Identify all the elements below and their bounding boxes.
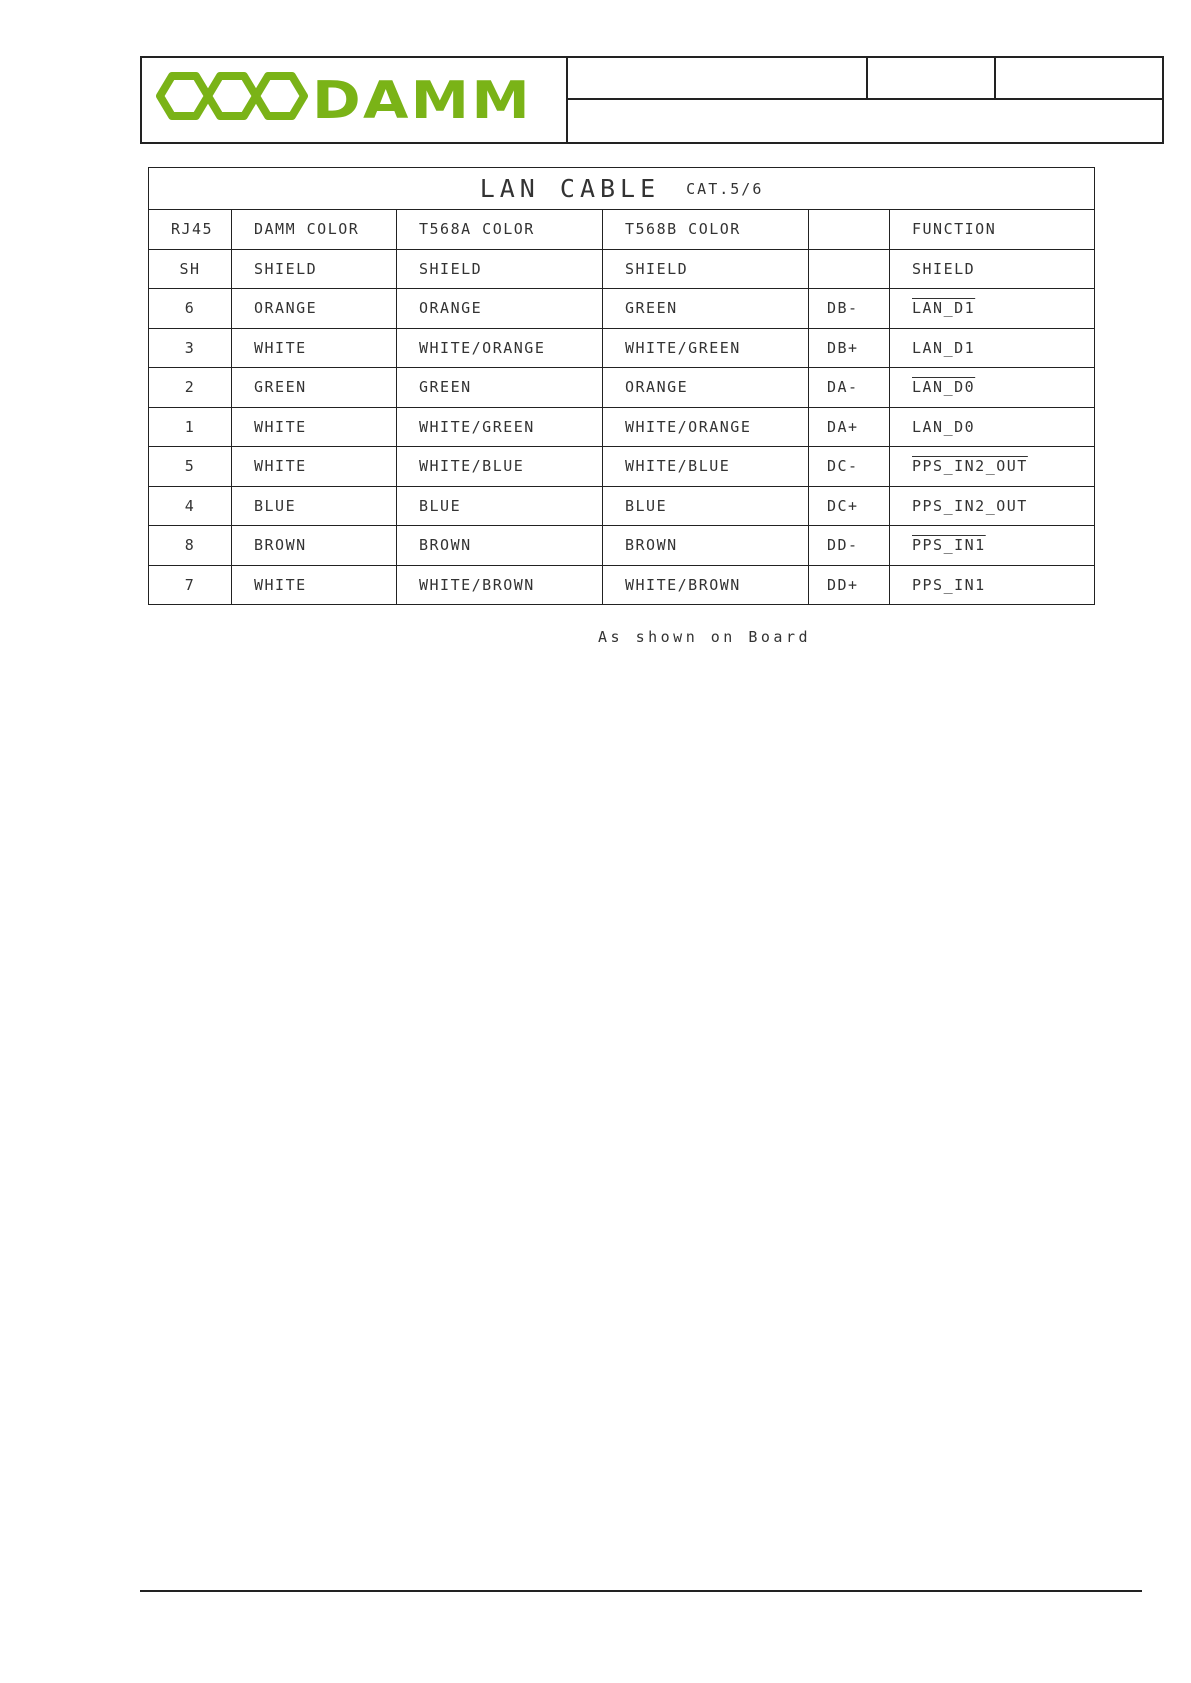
function-cell xyxy=(890,407,1095,447)
damm-color-cell: WHITE xyxy=(232,565,397,605)
table-row xyxy=(149,565,1095,605)
pin-cell: 1 xyxy=(149,407,232,447)
logo-hexagon xyxy=(256,76,304,116)
table-row xyxy=(149,407,1095,447)
t568b-color-cell: WHITE/BLUE xyxy=(603,447,809,487)
logo-hexagon xyxy=(208,76,256,116)
damm-color-cell: GREEN xyxy=(232,368,397,408)
t568a-color-cell: WHITE/GREEN xyxy=(397,407,603,447)
signal-cell: DC+ xyxy=(809,486,890,526)
pin-cell: 3 xyxy=(149,328,232,368)
t568a-color-cell: ORANGE xyxy=(397,289,603,329)
table-row xyxy=(149,289,1095,329)
t568a-color-cell: WHITE/BROWN xyxy=(397,565,603,605)
signal-cell: DB+ xyxy=(809,328,890,368)
logo-wordmark: DAMM xyxy=(312,71,532,126)
function-label: PPS_IN1 xyxy=(912,575,986,594)
header-cell-description xyxy=(568,100,1162,142)
column-header-t568b-color: T568B COLOR xyxy=(603,210,809,250)
t568b-color-cell: ORANGE xyxy=(603,368,809,408)
pin-cell: 7 xyxy=(149,565,232,605)
pin-cell: 8 xyxy=(149,526,232,566)
signal-cell xyxy=(809,249,890,289)
function-cell xyxy=(890,328,1095,368)
table-body xyxy=(149,249,1095,605)
column-header-t568a-color: T568A COLOR xyxy=(397,210,603,250)
t568a-color-cell: BROWN xyxy=(397,526,603,566)
function-label: LAN_D0 xyxy=(912,417,976,436)
function-label: SHIELD xyxy=(912,259,976,278)
t568a-color-cell: BLUE xyxy=(397,486,603,526)
function-cell xyxy=(890,526,1095,566)
table-caption: As shown on Board xyxy=(598,628,812,646)
column-header-function: FUNCTION xyxy=(890,210,1095,250)
pin-cell: 5 xyxy=(149,447,232,487)
pin-cell: 2 xyxy=(149,368,232,408)
logo-hexagon xyxy=(160,76,208,116)
table-title-cell xyxy=(149,168,1095,210)
header-cell-number xyxy=(868,58,996,98)
t568b-color-cell: BLUE xyxy=(603,486,809,526)
function-label: LAN_D1 xyxy=(912,299,976,318)
document-header xyxy=(140,56,1164,144)
t568b-color-cell: WHITE/BROWN xyxy=(603,565,809,605)
damm-color-cell: SHIELD xyxy=(232,249,397,289)
pin-cell: 6 xyxy=(149,289,232,329)
t568b-color-cell: BROWN xyxy=(603,526,809,566)
function-label: PPS_IN1 xyxy=(912,536,986,555)
damm-color-cell: WHITE xyxy=(232,447,397,487)
t568a-color-cell: WHITE/ORANGE xyxy=(397,328,603,368)
table-title: LAN CABLE xyxy=(479,174,661,203)
damm-color-cell: BROWN xyxy=(232,526,397,566)
t568b-color-cell: SHIELD xyxy=(603,249,809,289)
table-row xyxy=(149,249,1095,289)
function-cell xyxy=(890,447,1095,487)
header-cell-title xyxy=(568,58,868,98)
t568a-color-cell: WHITE/BLUE xyxy=(397,447,603,487)
function-label: LAN_D0 xyxy=(912,378,976,397)
header-cell-revision xyxy=(996,58,1162,98)
table-row xyxy=(149,526,1095,566)
signal-cell: DA- xyxy=(809,368,890,408)
function-cell xyxy=(890,486,1095,526)
signal-cell: DA+ xyxy=(809,407,890,447)
function-cell xyxy=(890,565,1095,605)
t568b-color-cell: GREEN xyxy=(603,289,809,329)
t568b-color-cell: WHITE/GREEN xyxy=(603,328,809,368)
function-cell xyxy=(890,289,1095,329)
column-header-signal xyxy=(809,210,890,250)
damm-color-cell: ORANGE xyxy=(232,289,397,329)
table-header-row xyxy=(149,210,1095,250)
lan-cable-table xyxy=(148,167,1095,605)
t568a-color-cell: SHIELD xyxy=(397,249,603,289)
logo-cell xyxy=(142,58,568,142)
function-label: LAN_D1 xyxy=(912,338,976,357)
t568a-color-cell: GREEN xyxy=(397,368,603,408)
table-row xyxy=(149,447,1095,487)
function-cell xyxy=(890,368,1095,408)
t568b-color-cell: WHITE/ORANGE xyxy=(603,407,809,447)
damm-color-cell: BLUE xyxy=(232,486,397,526)
damm-color-cell: WHITE xyxy=(232,407,397,447)
column-header-damm-color: DAMM COLOR xyxy=(232,210,397,250)
table-row xyxy=(149,368,1095,408)
signal-cell: DC- xyxy=(809,447,890,487)
function-label: PPS_IN2_OUT xyxy=(912,457,1028,476)
footer-rule xyxy=(140,1590,1142,1592)
table-title-row xyxy=(149,168,1095,210)
function-cell xyxy=(890,249,1095,289)
pin-cell: 4 xyxy=(149,486,232,526)
header-top-row xyxy=(568,58,1162,100)
function-label: PPS_IN2_OUT xyxy=(912,496,1028,515)
signal-cell: DD- xyxy=(809,526,890,566)
signal-cell: DB- xyxy=(809,289,890,329)
table-row xyxy=(149,328,1095,368)
signal-cell: DD+ xyxy=(809,565,890,605)
damm-color-cell: WHITE xyxy=(232,328,397,368)
damm-logo xyxy=(154,66,554,126)
pin-cell: SH xyxy=(149,249,232,289)
table-row xyxy=(149,486,1095,526)
column-header-rj45: RJ45 xyxy=(149,210,232,250)
table-subtitle: CAT.5/6 xyxy=(686,180,764,198)
